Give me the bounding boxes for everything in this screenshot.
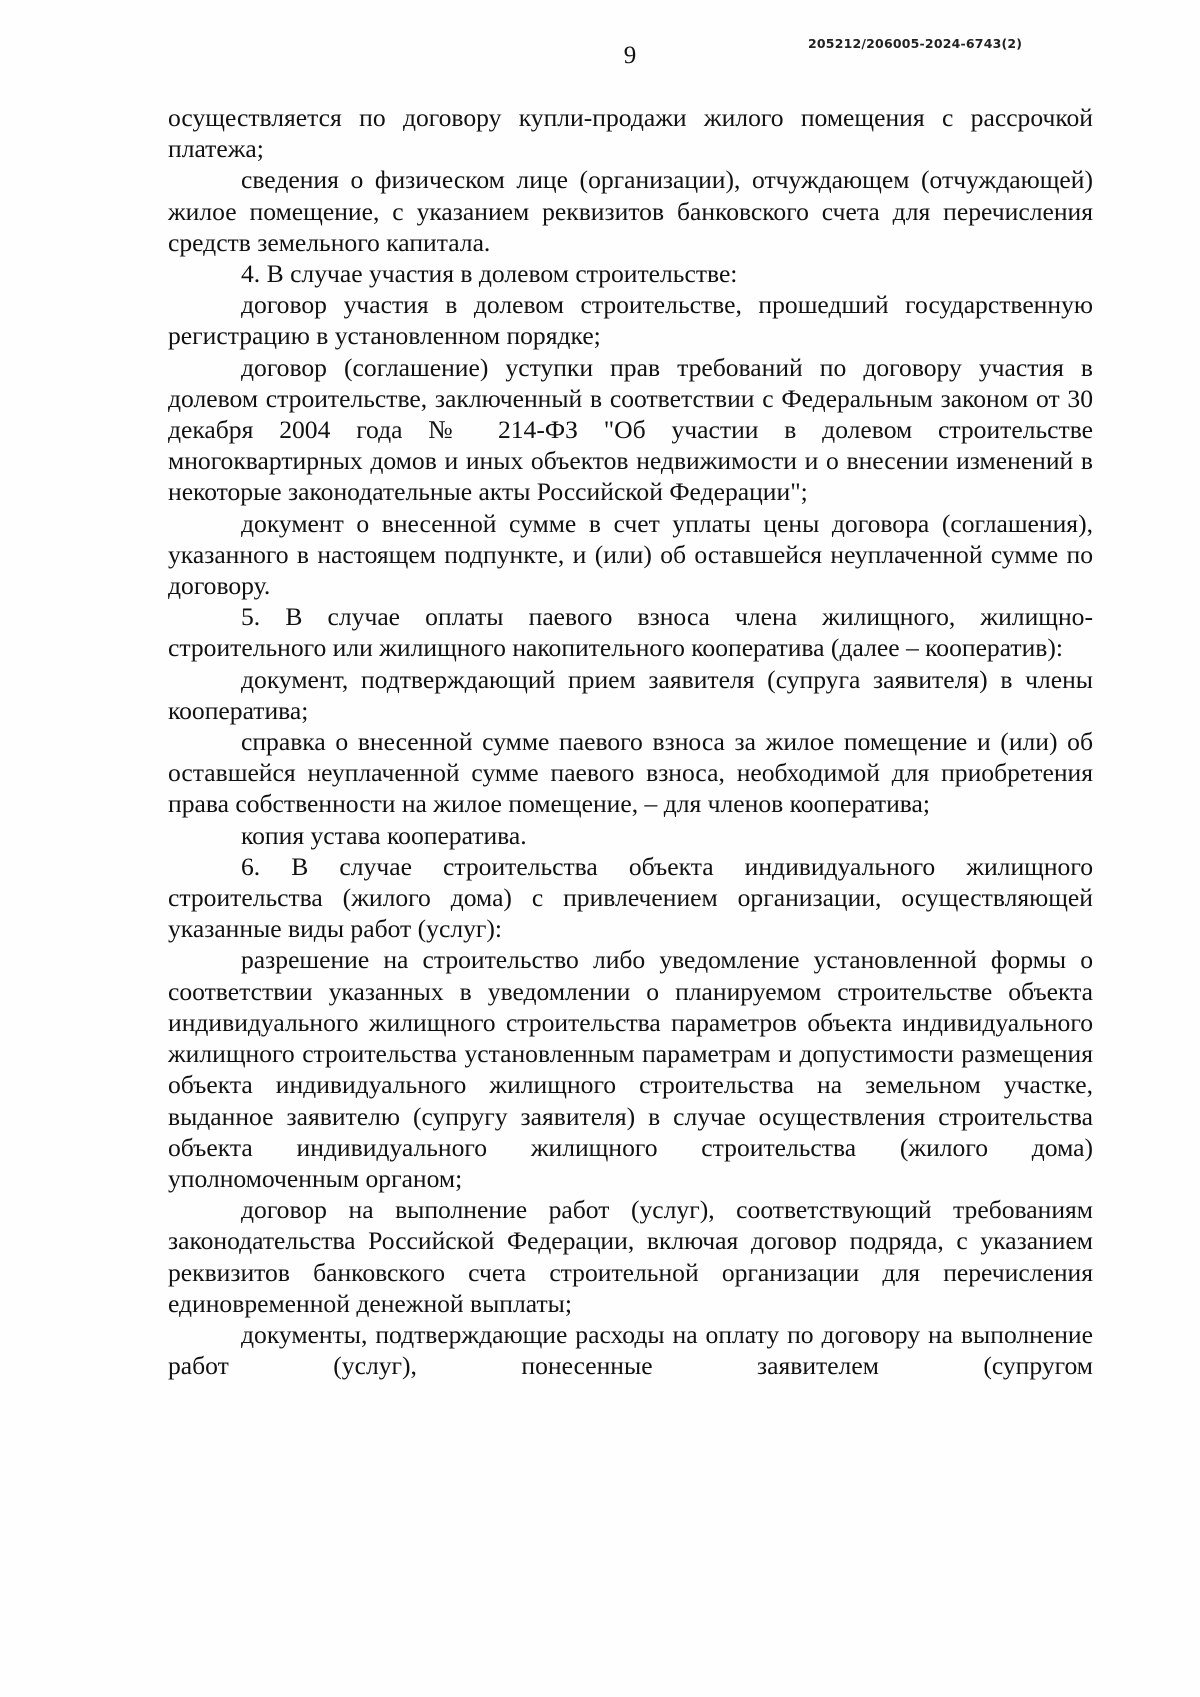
paragraph: договор участия в долевом строительстве, прошедший государственную регистрацию в установленном порядке; (168, 290, 1093, 351)
paragraph: справка о внесенной сумме паевого взноса за жилое помещение и (или) об оставшейся неуплаченной сумме паевого взноса, необходимой для приобретения права собственности на жилое помещение, – для членов кооператива; (168, 727, 1093, 819)
paragraph: документ, подтверждающий прием заявителя (супруга заявителя) в члены кооператива; (168, 664, 1093, 725)
paragraph: сведения о физическом лице (организации), отчуждающем (отчуждающей) жилое помещение, с указанием реквизитов банковского счета для перечисления средств земельного капитала. (168, 165, 1093, 257)
paragraph: осуществляется по договору купли-продажи жилого помещения с рассрочкой платежа; (168, 103, 1093, 164)
paragraph: договор (соглашение) уступки прав требований по договору участия в долевом строительстве, заключенный в соответствии с Федеральным законом от 30 декабря 2004 года № 214-ФЗ "Об участии в долевом строительстве многоквартирных домов и иных объектов недвижимости и о внесении изменений в некоторые законодательные акты Российской Федерации"; (168, 352, 1093, 507)
paragraph: документы, подтверждающие расходы на оплату по договору на выполнение работ (услуг), понесенные заявителем (супругом (168, 1319, 1093, 1381)
paragraph: копия устава кооператива. (241, 820, 527, 850)
paragraph: разрешение на строительство либо уведомление установленной формы о соответствии указанных в уведомлении о планируемом строительстве объекта индивидуального жилищного строительства параметров объекта индивидуального жилищного строительства установленным параметрам и допустимости размещения объекта индивидуального жилищного строительства на земельном участке, выданное заявителю (супругу заявителя) в случае осуществления строительства объекта индивидуального жилищного строительства (жилого дома) уполномоченным органом; (168, 945, 1093, 1193)
paragraph: 4. В случае участия в долевом строительстве: (241, 259, 738, 289)
document-id: 205212/206005-2024-6743(2) (808, 36, 1023, 51)
document-body (168, 102, 1093, 1381)
paragraph: 5. В случае оплаты паевого взноса члена жилищного, жилищно-строительного или жилищного накопительного кооператива (далее – кооператив): (168, 602, 1093, 663)
paragraph: договор на выполнение работ (услуг), соответствующий требованиям законодательства Российской Федерации, включая договор подряда, с указанием реквизитов банковского счета строительной организации для перечисления единовременной денежной выплаты; (168, 1195, 1093, 1318)
paragraph: документ о внесенной сумме в счет уплаты цены договора (соглашения), указанного в настоящем подпункте, и (или) об оставшейся неуплаченной сумме по договору. (168, 508, 1093, 601)
paragraph: 6. В случае строительства объекта индивидуального жилищного строительства (жилого дома) с привлечением организации, осуществляющей указанные виды работ (услуг): (168, 851, 1093, 944)
page-number: 9 (623, 42, 637, 69)
